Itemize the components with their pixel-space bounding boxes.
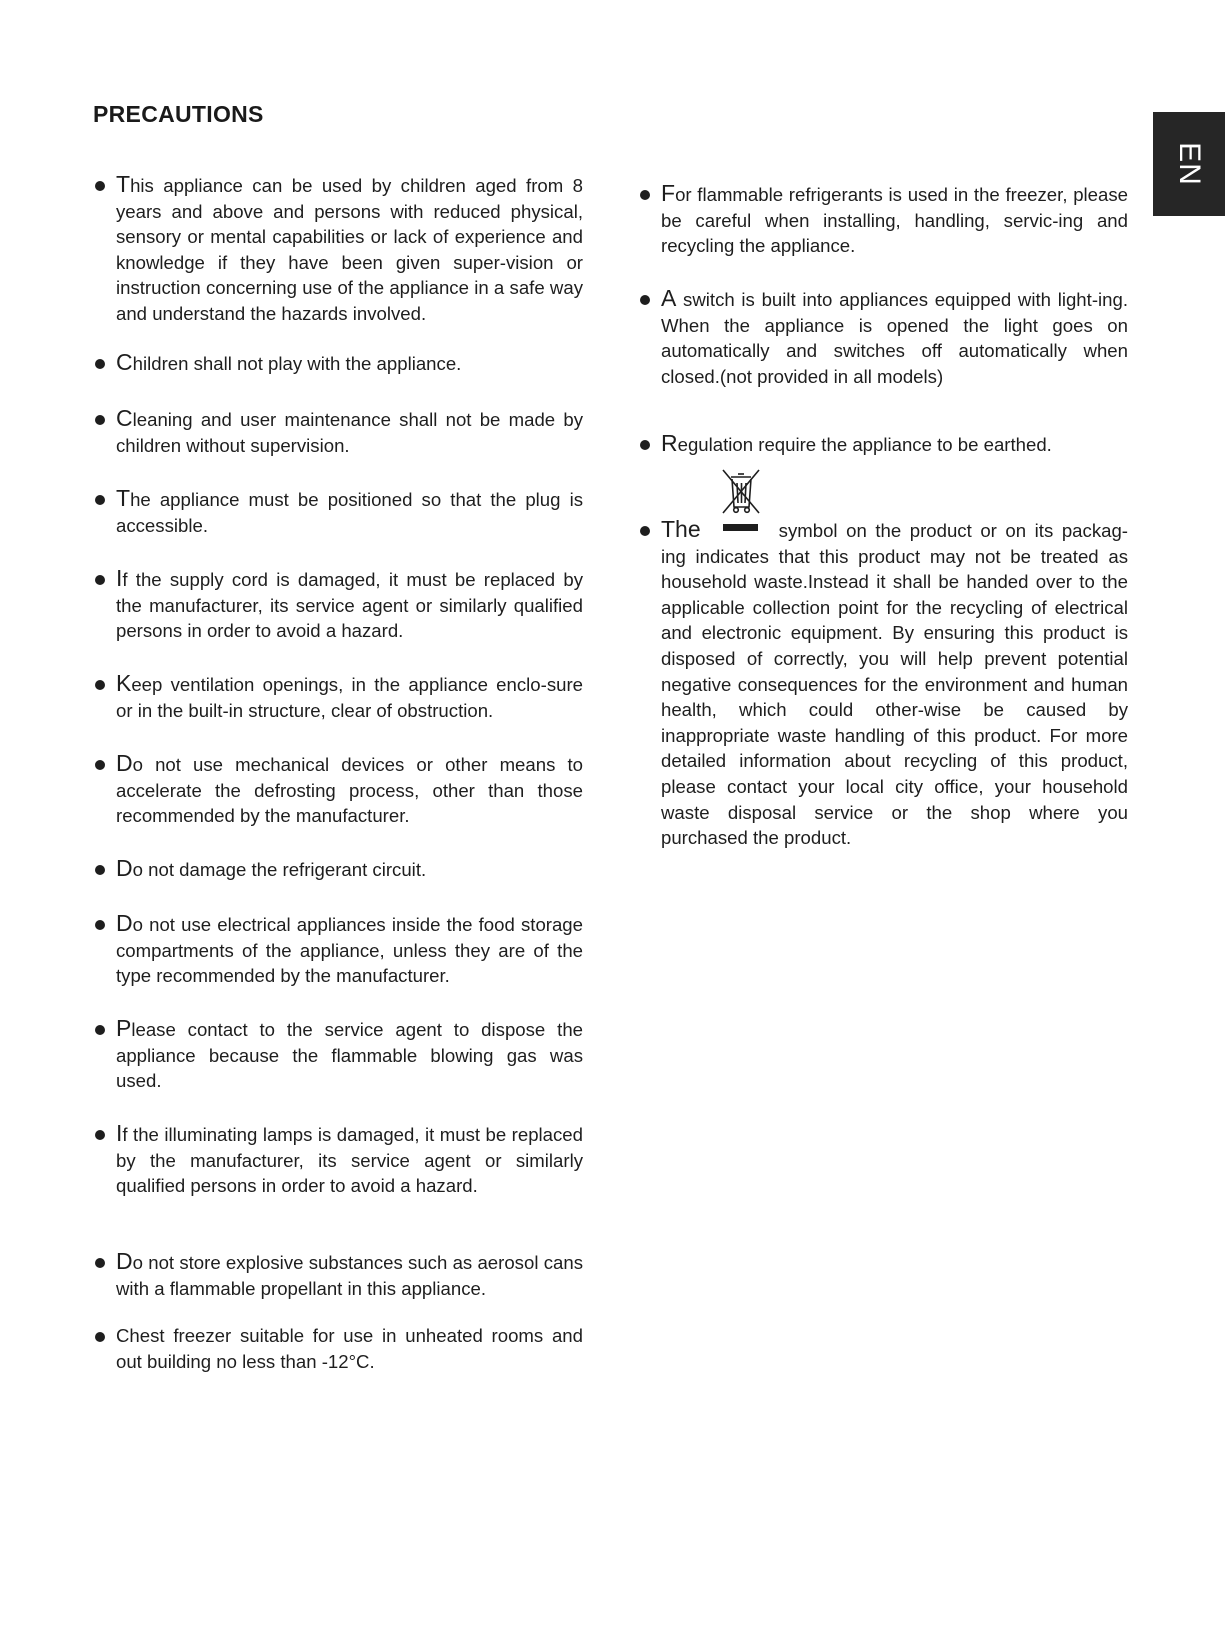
language-tab[interactable] <box>1153 112 1225 216</box>
precaution-item: If the illuminating lamps is damaged, it must be replaced by the manufacturer, its service agent or similarly qualified persons in order to avoid a hazard. <box>93 1121 583 1199</box>
precaution-item: Keep ventilation openings, in the appliance enclo-sure or in the built-in structure, clear of obstruction. <box>93 671 583 723</box>
language-tab-label: EN <box>1173 142 1206 186</box>
precaution-item: If the supply cord is damaged, it must be replaced by the manufacturer, its service agent or similarly qualified persons in order to avoid a hazard. <box>93 566 583 644</box>
precaution-item: This appliance can be used by children aged from 8 years and above and persons with reduced physical, sensory or mental capabilities or lack of experience and knowledge if they have been given super-vision or instruction concerning use of the appliance in a safe way and understand the hazards involved. <box>93 172 583 327</box>
precaution-item: A switch is built into appliances equipped with light-ing. When the appliance is opened the light goes on automatically and switches off automatically when closed.(not provided in all models) <box>638 286 1128 389</box>
precaution-item: Please contact to the service agent to dispose the appliance because the flammable blowing gas was used. <box>93 1016 583 1094</box>
weee-text: symbol on the product or on its packag-ing indicates that this product may not be treated as household waste.Instead it shall be handed over to the applicable collection point for the recycling of electrical and electronic equipment. By ensuring this product is disposed of correctly, you will help prevent potential negative consequences for the environment and human health, which could other-wise be caused by inappropriate waste handling of this product. For more detailed information about recycling of this product, please contact your local city office, your household waste disposal service or the shop where you purchased the product. <box>661 520 1128 849</box>
precaution-item: Do not use electrical appliances inside the food storage compartments of the appliance, unless they are of the type recommended by the manufacturer. <box>93 911 583 989</box>
precaution-item-weee <box>638 517 1128 851</box>
crossed-out-wheelie-bin-icon <box>713 517 773 543</box>
page-title: PRECAUTIONS <box>93 101 264 127</box>
precaution-item: Do not use mechanical devices or other means to accelerate the defrosting process, other than those recommended by the manufacturer. <box>93 751 583 829</box>
precaution-item: Cleaning and user maintenance shall not be made by children without supervision. <box>93 406 583 458</box>
precaution-item: Chest freezer suitable for use in unheated rooms and out building no less than -12°C. <box>93 1323 583 1374</box>
precaution-item: Do not store explosive substances such as aerosol cans with a flammable propellant in this appliance. <box>93 1249 583 1301</box>
precaution-item: Regulation require the appliance to be earthed. <box>638 431 1128 458</box>
precaution-item: For flammable refrigerants is used in the freezer, please be careful when installing, handling, servic-ing and recycling the appliance. <box>638 181 1128 259</box>
precaution-item: Do not damage the refrigerant circuit. <box>93 856 583 883</box>
weee-prefix: The <box>661 516 701 542</box>
precaution-item: Children shall not play with the appliance. <box>93 350 583 377</box>
precaution-item: The appliance must be positioned so that the plug is accessible. <box>93 486 583 538</box>
